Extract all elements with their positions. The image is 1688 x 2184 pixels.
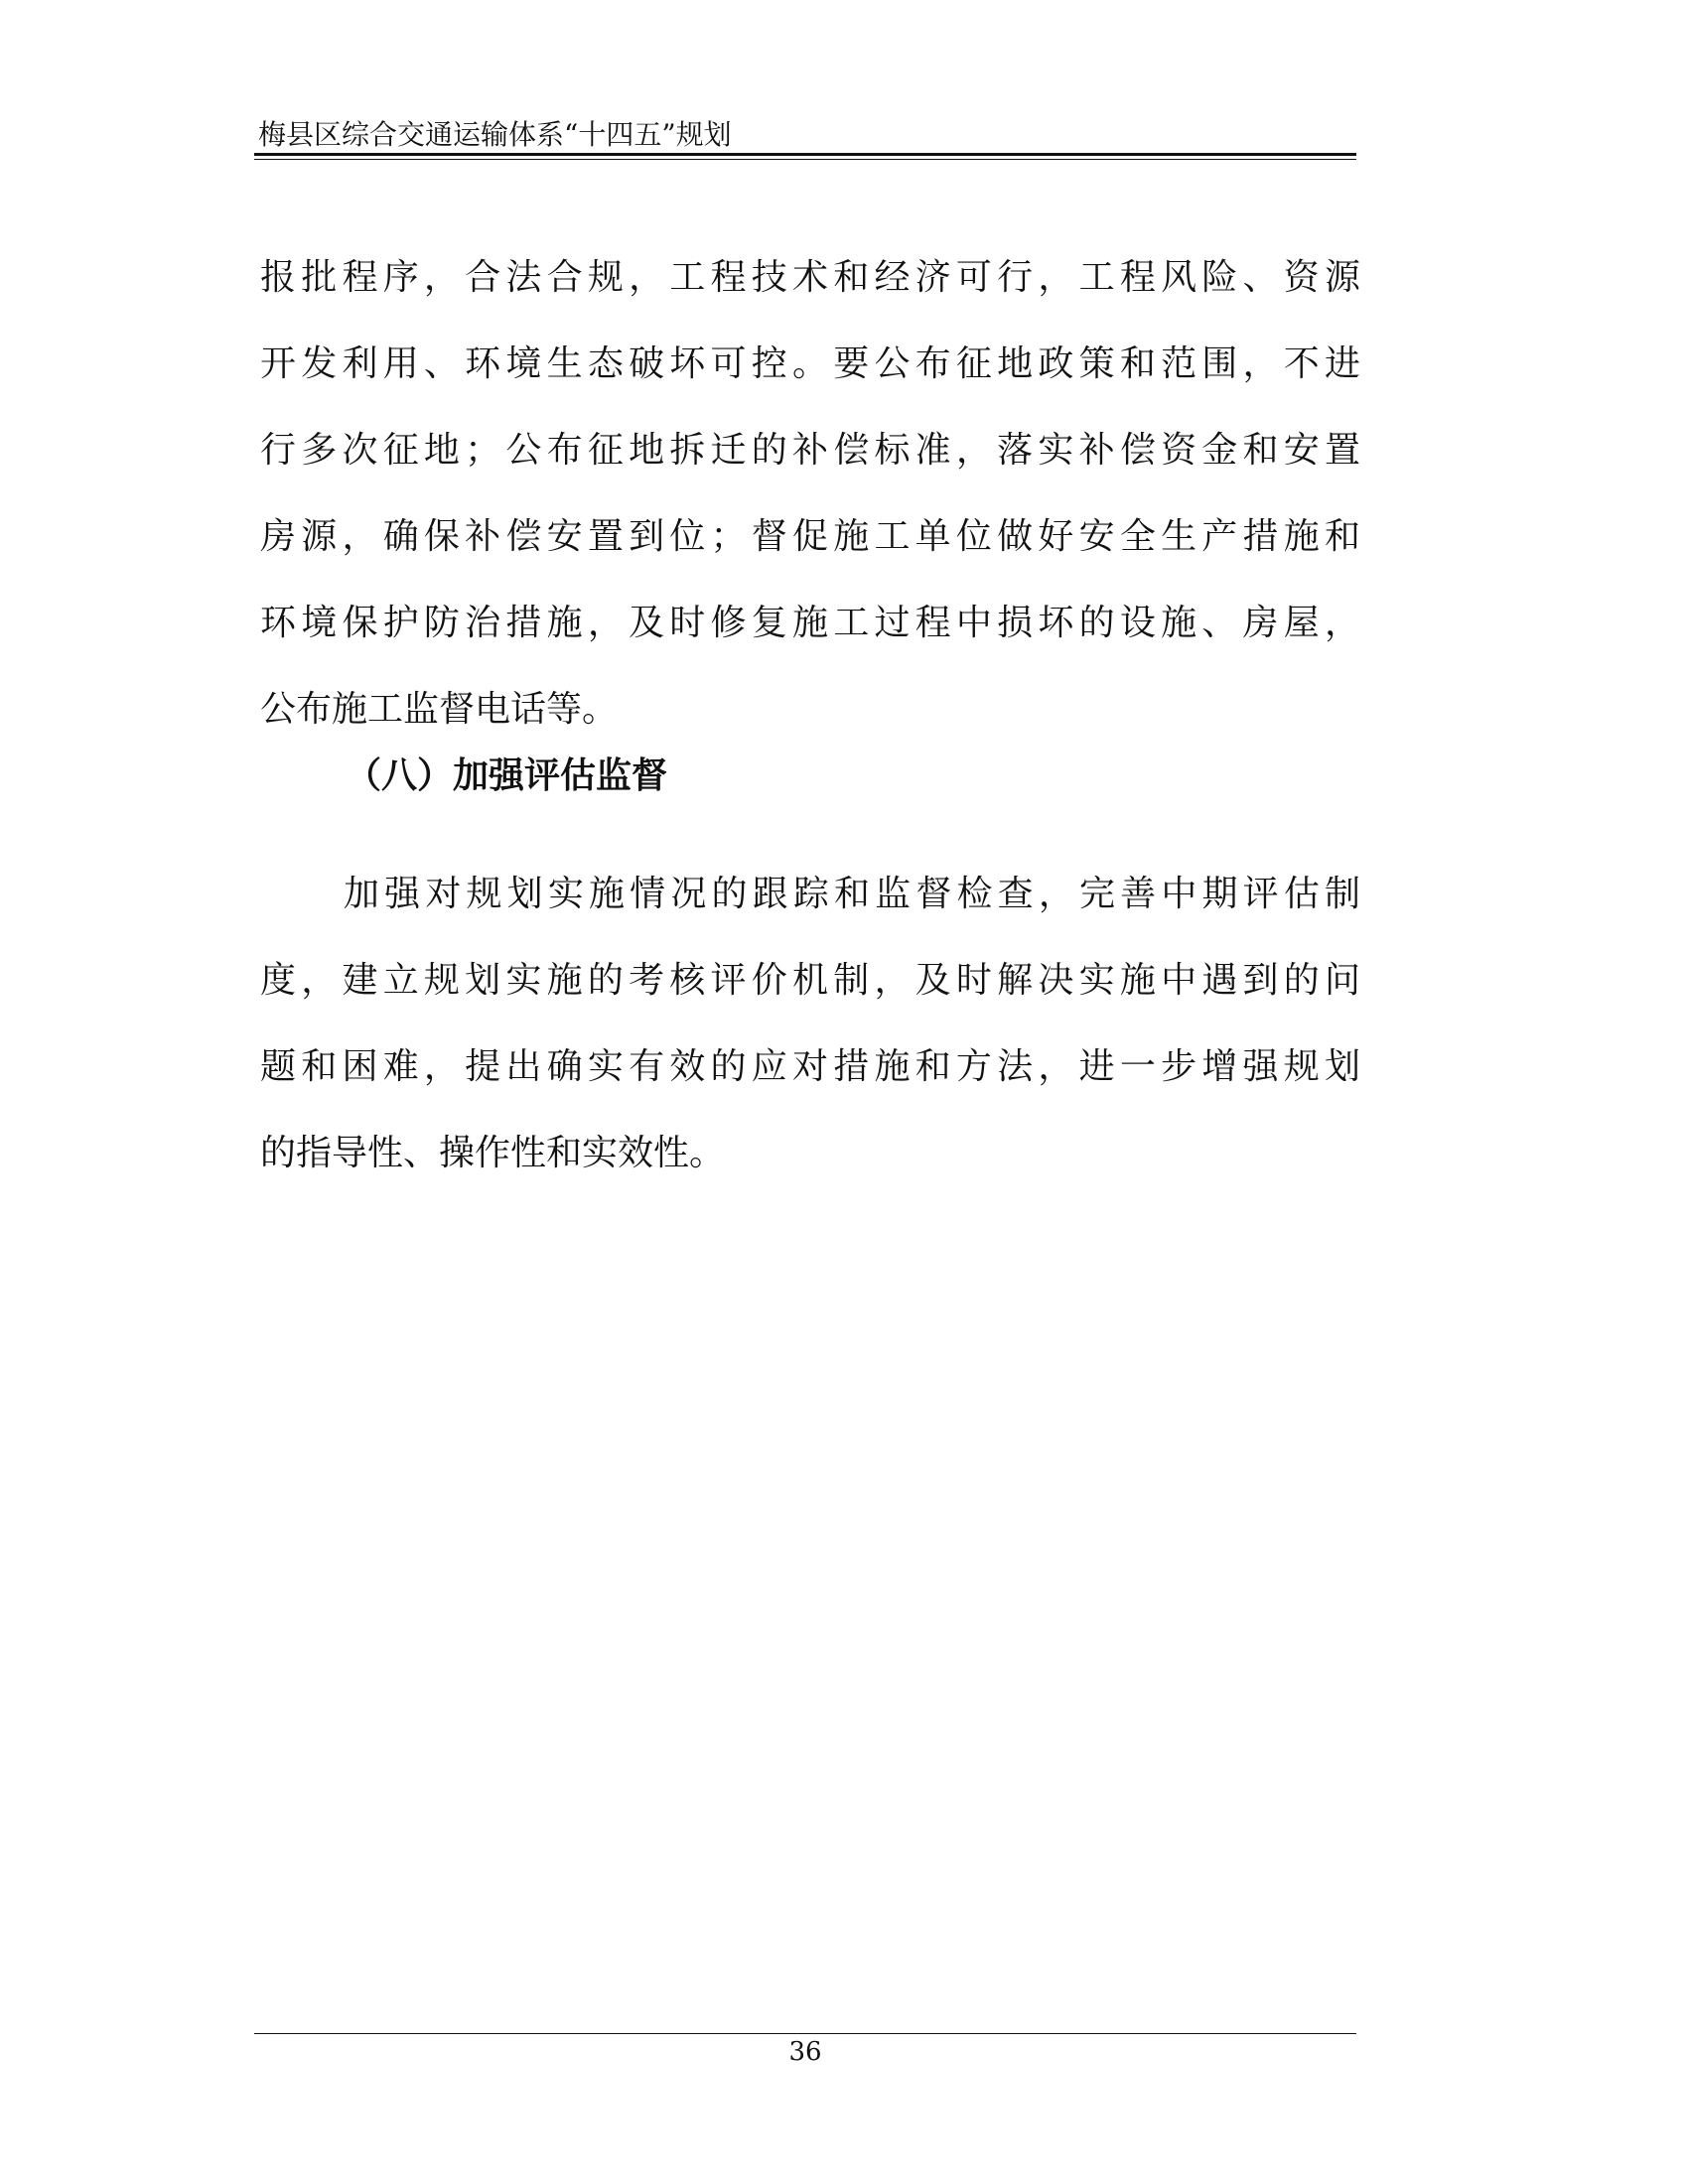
header-rule-thick: [254, 153, 1356, 156]
document-title: 梅县区综合交通运输体系“十四五”规划: [258, 118, 732, 151]
paragraph-continued: [260, 234, 1362, 752]
paragraph-line: 题和困难，提出确实有效的应对措施和方法，进一步增强规划: [260, 1046, 1360, 1087]
paragraph-line: 加强对规划实施情况的跟踪和监督检查，完善中期评估制: [344, 874, 1360, 914]
paragraph-line: 行多次征地；公布征地拆迁的补偿标准，落实补偿资金和安置: [260, 430, 1360, 471]
paragraph-line: 房源，确保补偿安置到位；督促施工单位做好安全生产措施和: [260, 516, 1360, 557]
footer-rule: [254, 2033, 1356, 2034]
paragraph-line: 开发利用、环境生态破坏可控。要公布征地政策和范围，不进: [260, 343, 1360, 384]
paragraph-line: 度，建立规划实施的考核评价机制，及时解决实施中遇到的问: [260, 960, 1360, 1001]
paragraph-line: 报批程序，合法合规，工程技术和经济可行，工程风险、资源: [260, 257, 1360, 298]
paragraph-line: 公布施工监督电话等。: [260, 689, 619, 730]
header-rule-thin: [254, 159, 1356, 160]
page-number: 36: [788, 2037, 822, 2067]
paragraph-evaluation: [260, 851, 1362, 1196]
page-header: [254, 107, 1356, 157]
section-heading: （八）加强评估监督: [346, 755, 668, 796]
paragraph-line: 的指导性、操作性和实效性。: [260, 1133, 726, 1173]
paragraph-line: 环境保护防治措施，及时修复施工过程中损坏的设施、房屋，: [260, 603, 1360, 643]
